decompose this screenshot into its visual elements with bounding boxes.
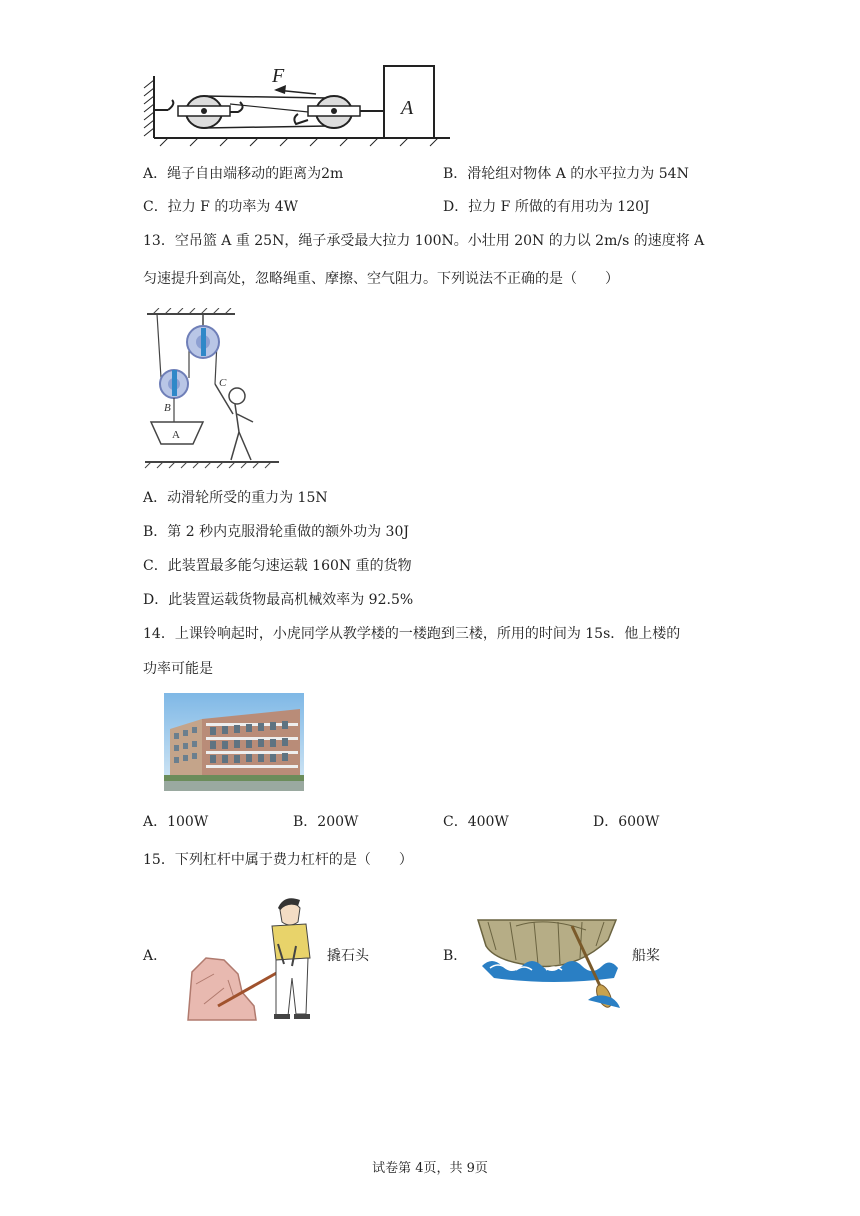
q13-option-d: D．此装置运载货物最高机械效率为 92.5%: [143, 592, 414, 608]
school-building-photo: [164, 693, 304, 791]
q12-option-c: C．拉力 F 的功率为 4W: [143, 199, 299, 215]
pulley-system-diagram: [138, 58, 458, 148]
prying-rock-illustration: [184, 888, 324, 1022]
q14-stem-line1: 14．上课铃响起时，小虎同学从教学楼的一楼跑到三楼，所用的时间为 15s．他上楼的: [143, 626, 681, 642]
block-a-label: A: [401, 97, 414, 119]
q14-stem-line2: 功率可能是: [143, 661, 213, 677]
q15-option-a-letter: A．: [143, 948, 168, 964]
force-label: F: [272, 65, 285, 87]
fixed-pulley: [178, 96, 230, 128]
q12-option-a: A．绳子自由端移动的距离为2m: [143, 166, 344, 182]
moving-pulley: [308, 96, 360, 128]
q12-option-b: B．滑轮组对物体 A 的水平拉力为 54N: [443, 166, 689, 182]
q13-option-b: B．第 2 秒内克服滑轮重做的额外功为 30J: [143, 524, 409, 540]
q14-option-d: D．600W: [593, 814, 660, 830]
q13-stem-line2: 匀速提升到高处，忽略绳重、摩擦、空气阻力。下列说法不正确的是（ ）: [143, 271, 619, 287]
q14-option-c: C．400W: [443, 814, 509, 830]
label-c: C: [219, 377, 227, 389]
q14-option-a: A．100W: [143, 814, 209, 830]
q13-option-c: C．此装置最多能匀速运载 160N 重的货物: [143, 558, 412, 574]
q15-option-a-label: 撬石头: [327, 948, 369, 964]
page-footer: 试卷第 4页，共 9页: [372, 1161, 488, 1176]
hoist-diagram: [143, 308, 283, 470]
q15-option-b-label: 船桨: [632, 948, 660, 964]
q12-option-d: D．拉力 F 所做的有用功为 120J: [443, 199, 650, 215]
q15-stem: 15．下列杠杆中属于费力杠杆的是（ ）: [143, 852, 413, 868]
q15-option-b-letter: B．: [443, 948, 468, 964]
label-b: B: [164, 402, 171, 414]
q13-stem-line1: 13．空吊篮 A 重 25N，绳子承受最大拉力 100N。小壮用 20N 的力以 2m/s 的速度将 A: [143, 233, 705, 249]
q13-option-a: A．动滑轮所受的重力为 15N: [143, 490, 328, 506]
boat-oar-illustration: [476, 916, 626, 1010]
basket-label: A: [172, 429, 180, 441]
q14-option-b: B．200W: [293, 814, 359, 830]
